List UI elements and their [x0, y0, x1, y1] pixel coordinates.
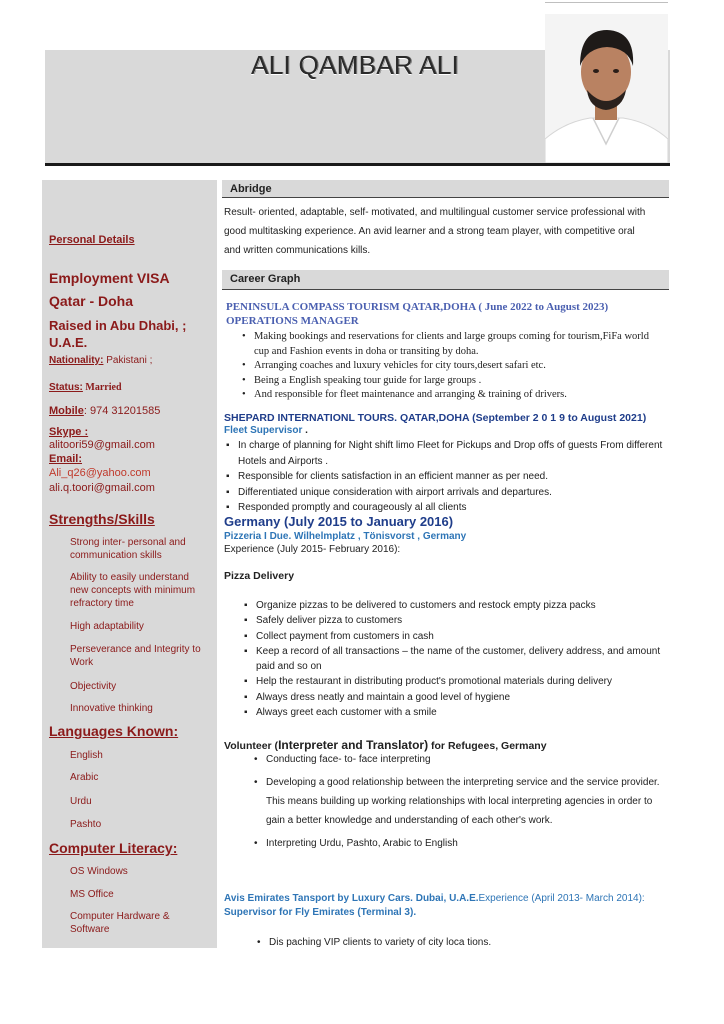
- strength-item: Ability to easily understand new concepts with minimum refractory time: [70, 572, 196, 609]
- job3-duty: ▪ Help the restaurant in distributing product's promotional materials during delivery: [242, 674, 666, 689]
- job3-role: Pizza Delivery: [224, 570, 295, 582]
- computer-item: MS Office: [70, 889, 114, 900]
- volunteer-title-c: for Refugees, Germany: [428, 740, 547, 752]
- language-item: English: [70, 750, 103, 761]
- strength-item: Perseverance and Integrity to Work: [70, 644, 201, 668]
- computer-heading: Computer Literacy:: [49, 840, 178, 856]
- job1-duty: • Making bookings and reservations for clients and large groups coming for tourism,FiFa world cup and Fashion events in doha or transiting by doha.: [240, 330, 660, 359]
- strength-item: High adaptability: [70, 621, 144, 632]
- nationality-value: Pakistani ;: [103, 355, 153, 366]
- job3-duty: ▪ Collect payment from customers in cash: [242, 629, 666, 644]
- location: Qatar - Doha: [49, 293, 134, 309]
- job3-title: Germany (July 2015 to January 2016): [224, 514, 454, 529]
- status-row: [49, 382, 122, 393]
- job4-duty: • Dis paching VIP clients to variety of city loca tions.: [255, 936, 495, 950]
- strength-item: Innovative thinking: [70, 703, 153, 714]
- job3-company: Pizzeria I Due. Wilhelmplatz , Tönisvorst , Germany: [224, 531, 467, 542]
- job1-role: OPERATIONS MANAGER: [226, 315, 359, 327]
- language-item: Arabic: [70, 772, 99, 783]
- job1-duty: • And responsible for fleet maintenance and arranging & training of drivers.: [240, 388, 660, 403]
- language-item: Pashto: [70, 819, 102, 830]
- email-label: Email:: [49, 453, 83, 465]
- abridge-heading-label: Abridge: [230, 183, 272, 195]
- candidate-name: ALI QAMBAR ALI: [251, 50, 459, 80]
- job3-duty: ▪ Organize pizzas to be delivered to customers and restock empty pizza packs: [242, 598, 666, 613]
- nationality-row: [49, 355, 152, 366]
- job3-duty: ▪ Keep a record of all transactions – the name of the customer, delivery address, and amount paid and so on: [242, 644, 666, 675]
- skype-label: Skype :: [49, 426, 89, 438]
- mobile-label: Mobile: [49, 405, 84, 417]
- top-rule: [545, 2, 668, 3]
- career-heading-label: Career Graph: [230, 273, 301, 285]
- abridge-heading: [222, 180, 669, 198]
- strengths-heading: Strengths/Skills: [49, 511, 155, 527]
- job2-duty: ▪ Responded promptly and courageously al all clients: [224, 500, 664, 516]
- profile-photo-illustration: [545, 14, 668, 163]
- job1-title: PENINSULA COMPASS TOURISM QATAR,DOHA ( June 2022 to August 2023): [226, 301, 609, 313]
- strength-item: Objectivity: [70, 681, 117, 692]
- job2-role-row: [224, 425, 308, 436]
- job1-duty: • Being a English speaking tour guide for large groups .: [240, 374, 660, 389]
- job4-company: Avis Emirates Tansport by Luxury Cars. Dubai, U.A.E.: [224, 893, 479, 904]
- languages-heading: Languages Known:: [49, 723, 179, 739]
- job2-duty: ▪ In charge of planning for Night shift limo Fleet for Pickups and Drop offs of guests From different Hotels and Airports .: [224, 438, 664, 469]
- job4-role: Supervisor for Fly Emirates (Terminal 3).: [224, 907, 417, 918]
- volunteer-duty: • Developing a good relationship between the interpreting service and the service provider. This means building up working relationships with local interpreting agencies in order to gain a better knowledge and understanding of each other's work.: [252, 773, 662, 830]
- mobile-row: [49, 405, 160, 417]
- career-heading: [222, 270, 669, 290]
- skype-value[interactable]: alitoori59@gmail.com: [49, 439, 155, 451]
- nationality-label: Nationality:: [49, 355, 104, 366]
- job2-title: SHEPARD INTERNATIONL TOURS. QATAR,DOHA (September 2 0 1 9 to August 2021): [224, 412, 647, 424]
- raised-in: Raised in Abu Dhabi, ;: [49, 318, 187, 333]
- header-rule: [45, 163, 670, 166]
- job4-experience: Experience (April 2013- March 2014):: [478, 893, 645, 904]
- volunteer-duty: • Interpreting Urdu, Pashto, Arabic to English: [252, 834, 662, 853]
- email-link-2[interactable]: ali.q.toori@gmail.com: [49, 482, 155, 494]
- job1-duties: [240, 330, 660, 403]
- profile-photo: [545, 14, 668, 163]
- country: U.A.E.: [49, 335, 88, 350]
- volunteer-duties: [252, 750, 662, 853]
- computer-item: OS Windows: [70, 866, 128, 877]
- job3-duties: [242, 598, 666, 720]
- computer-item: Computer Hardware & Software: [70, 911, 170, 935]
- status-value: Married: [82, 382, 122, 393]
- job4-heading: [224, 892, 664, 920]
- job4-duties: [255, 936, 495, 950]
- job3-experience: Experience (July 2015- February 2016):: [224, 544, 401, 555]
- job2-role: Fleet Supervisor: [224, 425, 303, 436]
- job2-duty: ▪ Differentiated unique consideration with airport arrivals and departures.: [224, 485, 664, 501]
- job3-duty: ▪ Always dress neatly and maintain a good level of hygiene: [242, 690, 666, 705]
- status-label: Status:: [49, 382, 83, 393]
- language-item: Urdu: [70, 796, 92, 807]
- personal-details-heading: Personal Details: [49, 234, 135, 246]
- mobile-value: : 974 31201585: [83, 405, 161, 417]
- job3-duty: ▪ Safely deliver pizza to customers: [242, 613, 666, 628]
- volunteer-title-b: Interpreter and Translator): [278, 738, 429, 752]
- volunteer-title-a: Volunteer (: [224, 740, 279, 752]
- job2-role-suffix: .: [302, 425, 308, 436]
- strength-item: Strong inter- personal and communication skills: [70, 537, 186, 561]
- job1-duty: • Arranging coaches and luxury vehicles for city tours,desert safari etc.: [240, 359, 660, 374]
- job2-duties: [224, 438, 664, 516]
- employment-visa: Employment VISA: [49, 270, 170, 286]
- abridge-summary: Result- oriented, adaptable, self- motivated, and multilingual customer service professional with good multitasking experience. An avid learner and a strong team player, with competitive oral and written communications kills.: [224, 207, 646, 256]
- job2-duty: ▪ Responsible for clients satisfaction in an efficient manner as per need.: [224, 469, 664, 485]
- volunteer-duty: • Conducting face- to- face interpreting: [252, 750, 662, 769]
- job3-duty: ▪ Always greet each customer with a smile: [242, 705, 666, 720]
- email-link-1[interactable]: Ali_q26@yahoo.com: [49, 467, 151, 479]
